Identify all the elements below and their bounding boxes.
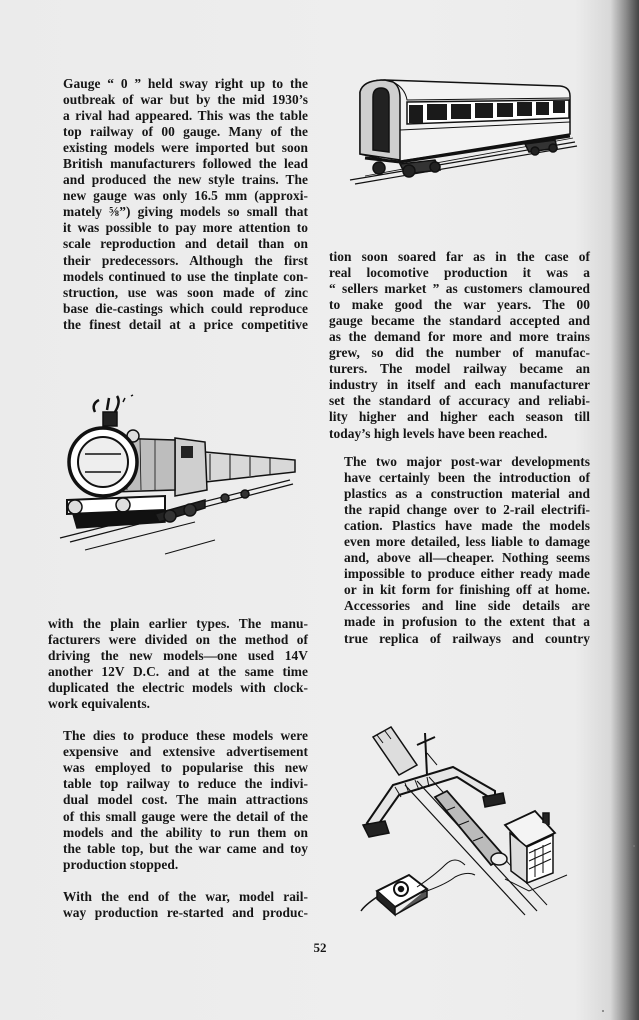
text-line: their predecessors. Although the first [63, 252, 308, 268]
text-line: dual model cost. The main attractions [63, 792, 308, 808]
text-line: or in kit form for finishing off at home. [344, 582, 590, 598]
text-line: the table top, but the war came and toy [63, 840, 308, 856]
text-line: and, above all—cheaper. Nothing seems [344, 550, 590, 566]
text-line: production stopped. [63, 856, 179, 872]
text-line: lity higher and higher each season till [329, 409, 590, 425]
text-line: even more detailed, less liable to damage [344, 534, 590, 550]
text-line: top railway of 00 gauge. Many of the [63, 124, 308, 140]
text-line: outbreak of war but by the mid 1930’s [63, 92, 308, 108]
text-line: made in profusion to the extent that a [344, 614, 590, 630]
text-line: another 12V D.C. and at the same time [48, 664, 308, 680]
text-line: gauge became the standard accepted and [329, 313, 590, 329]
text-line: have certainly been the introduction of [344, 470, 590, 486]
page-number: 52 [313, 940, 327, 955]
paragraph [48, 889, 308, 921]
paragraph [48, 76, 308, 333]
text-line: facturers were divided on the method of [48, 632, 308, 648]
text-line: way production re-started and produc- [63, 904, 308, 920]
text-line: The dies to produce these models were [63, 728, 308, 744]
text-line: it was possible to pay more attention to [63, 220, 308, 236]
text-line: cation. Plastics have made the models [344, 518, 590, 534]
text-column-left-bottom [48, 616, 308, 921]
paragraph [48, 728, 308, 872]
text-line: and produced the new style trains. The [63, 172, 308, 188]
text-column-right-bottom [329, 454, 590, 647]
text-line: With the end of the war, model rail- [63, 888, 308, 904]
text-line: base die-castings which could reproduce [63, 300, 308, 316]
text-line: to make good the war years. The 00 [329, 297, 590, 313]
text-line: as the demand for more and more trains [329, 329, 590, 345]
text-line: “ sellers market ” as customers clamoured [329, 281, 590, 297]
text-line: plastics as a construction material and [344, 486, 590, 502]
text-line: the finest detail at a price competitive [63, 316, 308, 332]
text-line: grew, so did the number of manufac- [329, 345, 590, 361]
text-line: was employed to popularise this new [63, 760, 308, 776]
paragraph [48, 616, 308, 712]
paragraph [329, 249, 590, 442]
text-line: real locomotive production it was a [329, 265, 590, 281]
text-line: industry in itself and each manufacturer [329, 377, 590, 393]
model-railway-layout-illustration [355, 715, 570, 920]
paragraph [329, 454, 590, 647]
text-line: models continued to use the tinplate con- [63, 268, 308, 284]
text-line: The two major post-war developments [344, 454, 590, 469]
text-line: scale reproduction and detail than on [63, 236, 308, 252]
text-line: set the standard of accuracy and reliabi- [329, 393, 590, 409]
passenger-coach-illustration [345, 72, 580, 187]
text-line: new gauge was only 16.5 mm (approxi- [63, 188, 308, 204]
text-column-right-top [329, 249, 590, 442]
text-column-left-top [48, 76, 308, 333]
text-line: Accessories and line side details are [344, 598, 590, 614]
text-line: table top railway to reduce the indivi- [63, 776, 308, 792]
text-line: the rapid change over to 2-rail electrifi- [344, 502, 590, 518]
text-line: duplicated the electric models with clock- [48, 680, 308, 696]
text-line: turers. The model railway became an [329, 361, 590, 377]
text-line: models and the ability to run them on [63, 824, 308, 840]
print-speck [602, 1010, 604, 1012]
text-line: struction, use was soon made of zinc [63, 284, 308, 300]
text-line: true replica of railways and country [344, 630, 590, 646]
text-line: existing models were imported but soon [63, 140, 308, 156]
text-line: with the plain earlier types. The manu- [48, 616, 308, 631]
text-line: Gauge “ 0 ” held sway right up to the [63, 76, 308, 91]
print-speck [633, 845, 635, 847]
text-line: work equivalents. [48, 696, 151, 712]
text-line: mately ⅝”) giving models so small that [63, 204, 308, 220]
text-line: tion soon soared far as in the case of [329, 249, 590, 264]
text-line: expensive and extensive advertisement [63, 744, 308, 760]
text-line: today’s high levels have been reached. [329, 425, 548, 441]
text-line: a rival had appeared. This was the table [63, 108, 308, 124]
text-line: of this small gauge were the detail of the [63, 808, 308, 824]
steam-locomotive-illustration [55, 390, 300, 560]
text-line: impossible to produce either ready made [344, 566, 590, 582]
text-line: British manufacturers followed the lead [63, 156, 308, 172]
text-line: driving the new models—one used 14V [48, 648, 308, 664]
